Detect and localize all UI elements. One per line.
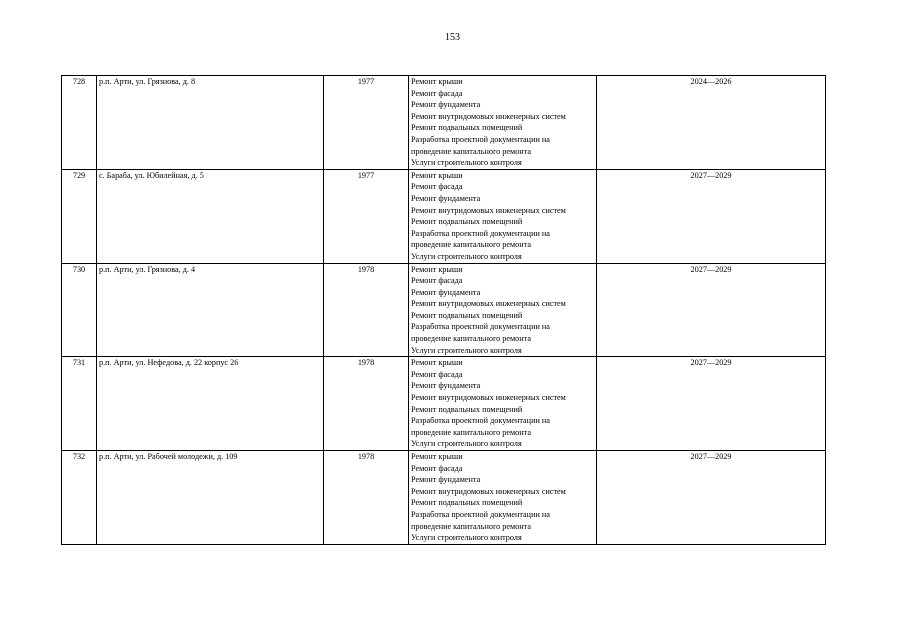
work-item: Ремонт фундамента [411, 193, 481, 203]
work-item: Ремонт фундамента [411, 381, 481, 391]
work-item: Ремонт фундамента [411, 287, 481, 297]
works-list [409, 451, 597, 545]
work-item: Разработка проектной документации на [411, 322, 550, 332]
repair-period: 2027—2029 [597, 169, 826, 263]
work-item: Ремонт фасада [411, 182, 463, 192]
table-row [62, 451, 826, 545]
row-number: 732 [62, 451, 97, 545]
work-item: Ремонт подвальных помещений [411, 217, 523, 227]
work-item: Разработка проектной документации на [411, 509, 550, 519]
repair-period: 2024—2026 [597, 76, 826, 170]
building-address: р.п. Арти, ул. Нефедова, д. 22 корпус 26 [97, 357, 324, 451]
table-row [62, 76, 826, 170]
work-item: Услуги строительного контроля [411, 439, 522, 449]
work-item: Услуги строительного контроля [411, 533, 522, 543]
table-row [62, 263, 826, 357]
work-item: Ремонт фасада [411, 369, 463, 379]
work-item: проведение капитального ремонта [411, 240, 531, 250]
works-list [409, 76, 597, 170]
work-item: Ремонт внутридомовых инженерных систем [411, 111, 566, 121]
works-list [409, 169, 597, 263]
work-item: Ремонт фундамента [411, 475, 481, 485]
building-address: с. Бараба, ул. Юбилейная, д. 5 [97, 169, 324, 263]
work-item: Ремонт внутридомовых инженерных систем [411, 393, 566, 403]
work-item: Ремонт подвальных помещений [411, 310, 523, 320]
work-item: проведение капитального ремонта [411, 334, 531, 344]
repair-program-table [61, 75, 826, 545]
work-item: проведение капитального ремонта [411, 146, 531, 156]
row-number: 731 [62, 357, 97, 451]
work-item: Ремонт крыши [411, 264, 463, 274]
building-address: р.п. Арти, ул. Грязнова, д. 4 [97, 263, 324, 357]
commissioning-year: 1978 [324, 357, 409, 451]
work-item: проведение капитального ремонта [411, 521, 531, 531]
work-item: проведение капитального ремонта [411, 427, 531, 437]
work-item: Услуги строительного контроля [411, 158, 522, 168]
works-list [409, 263, 597, 357]
work-item: Услуги строительного контроля [411, 345, 522, 355]
commissioning-year: 1978 [324, 451, 409, 545]
row-number: 730 [62, 263, 97, 357]
work-item: Ремонт крыши [411, 358, 463, 368]
works-list [409, 357, 597, 451]
work-item: Ремонт внутридомовых инженерных систем [411, 486, 566, 496]
work-item: Ремонт фасада [411, 276, 463, 286]
work-item: Ремонт крыши [411, 452, 463, 461]
commissioning-year: 1977 [324, 169, 409, 263]
work-item: Ремонт внутридомовых инженерных систем [411, 205, 566, 215]
building-address: р.п. Арти, ул. Грязнова, д. 8 [97, 76, 324, 170]
work-item: Ремонт подвальных помещений [411, 498, 523, 508]
work-item: Ремонт крыши [411, 170, 463, 180]
building-address: р.п. Арти, ул. Рабочей молодежи, д. 109 [97, 451, 324, 545]
repair-period: 2027—2029 [597, 451, 826, 545]
work-item: Ремонт подвальных помещений [411, 404, 523, 414]
row-number: 729 [62, 169, 97, 263]
table-row [62, 169, 826, 263]
work-item: Разработка проектной документации на [411, 228, 550, 238]
commissioning-year: 1978 [324, 263, 409, 357]
work-item: Ремонт подвальных помещений [411, 123, 523, 133]
repair-period: 2027—2029 [597, 263, 826, 357]
work-item: Разработка проектной документации на [411, 416, 550, 426]
work-item: Ремонт фундамента [411, 100, 481, 110]
repair-period: 2027—2029 [597, 357, 826, 451]
commissioning-year: 1977 [324, 76, 409, 170]
work-item: Ремонт крыши [411, 77, 463, 86]
work-item: Ремонт внутридомовых инженерных систем [411, 299, 566, 309]
work-item: Разработка проектной документации на [411, 134, 550, 144]
work-item: Ремонт фасада [411, 463, 463, 473]
page-number: 153 [445, 32, 460, 43]
work-item: Ремонт фасада [411, 88, 463, 98]
row-number: 728 [62, 76, 97, 170]
work-item: Услуги строительного контроля [411, 251, 522, 261]
table-row [62, 357, 826, 451]
